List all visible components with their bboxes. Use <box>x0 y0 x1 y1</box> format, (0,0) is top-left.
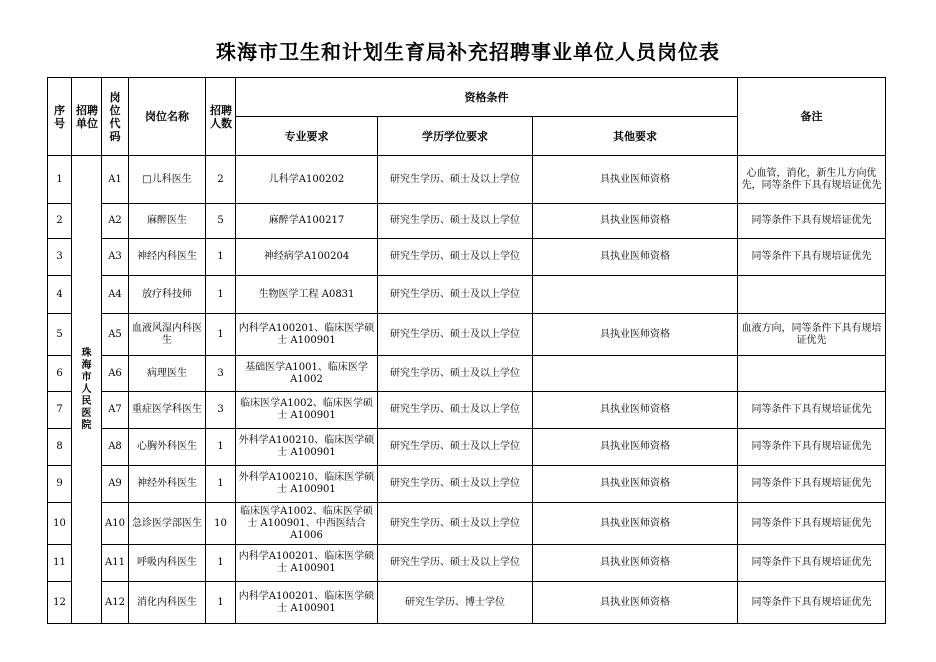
cell-major: 内科学A100201、临床医学硕士 A100901 <box>236 582 378 624</box>
cell-note: 同等条件下具有规培证优先 <box>738 204 886 239</box>
cell-seq: 2 <box>48 204 72 239</box>
cell-code: A9 <box>102 466 129 503</box>
cell-degree: 研究生学历、博士学位 <box>378 582 533 624</box>
cell-seq: 3 <box>48 239 72 276</box>
table-row <box>48 314 886 356</box>
cell-name: 消化内科医生 <box>129 582 206 624</box>
cell-name: 呼吸内科医生 <box>129 545 206 582</box>
cell-count: 1 <box>206 239 236 276</box>
cell-name: 病理医生 <box>129 356 206 392</box>
cell-degree: 研究生学历、硕士及以上学位 <box>378 545 533 582</box>
cell-code: A2 <box>102 204 129 239</box>
cell-note: 血液方向，同等条件下具有规培证优先 <box>738 314 886 356</box>
cell-code: A11 <box>102 545 129 582</box>
cell-degree: 研究生学历、硕士及以上学位 <box>378 314 533 356</box>
cell-count: 1 <box>206 429 236 466</box>
cell-note: 同等条件下具有规培证优先 <box>738 392 886 429</box>
header-qualifications: 资格条件 <box>236 78 738 117</box>
header-major: 专业要求 <box>236 117 378 156</box>
cell-count: 3 <box>206 392 236 429</box>
cell-degree: 研究生学历、硕士及以上学位 <box>378 466 533 503</box>
header-code: 岗位代码 <box>102 78 129 156</box>
header-note: 备注 <box>738 78 886 156</box>
cell-name: 麻醉医生 <box>129 204 206 239</box>
cell-count: 1 <box>206 466 236 503</box>
table-row <box>48 204 886 239</box>
cell-name: 神经外科医生 <box>129 466 206 503</box>
cell-other: 具执业医师资格 <box>533 466 738 503</box>
cell-seq: 11 <box>48 545 72 582</box>
cell-note: 同等条件下具有规培证优先 <box>738 466 886 503</box>
table-row <box>48 392 886 429</box>
cell-other: 具执业医师资格 <box>533 392 738 429</box>
cell-other <box>533 356 738 392</box>
cell-major: 外科学A100210、临床医学硕士 A100901 <box>236 466 378 503</box>
cell-degree: 研究生学历、硕士及以上学位 <box>378 356 533 392</box>
header-count: 招聘人数 <box>206 78 236 156</box>
cell-seq: 10 <box>48 503 72 545</box>
table-row <box>48 582 886 624</box>
cell-code: A12 <box>102 582 129 624</box>
cell-note: 同等条件下具有规培证优先 <box>738 582 886 624</box>
cell-count: 3 <box>206 356 236 392</box>
cell-code: A5 <box>102 314 129 356</box>
table-row <box>48 276 886 314</box>
header-other: 其他要求 <box>533 117 738 156</box>
table-row <box>48 429 886 466</box>
page-title: 珠海市卫生和计划生育局补充招聘事业单位人员岗位表 <box>216 40 720 64</box>
cell-other: 具执业医师资格 <box>533 582 738 624</box>
cell-other: 具执业医师资格 <box>533 314 738 356</box>
cell-code: A8 <box>102 429 129 466</box>
cell-degree: 研究生学历、硕士及以上学位 <box>378 239 533 276</box>
cell-seq: 8 <box>48 429 72 466</box>
positions-table <box>47 77 886 624</box>
table-row <box>48 156 886 204</box>
cell-major: 麻醉学A100217 <box>236 204 378 239</box>
cell-other: 具执业医师资格 <box>533 156 738 204</box>
cell-other: 具执业医师资格 <box>533 204 738 239</box>
header-name: 岗位名称 <box>129 78 206 156</box>
cell-name: 急诊医学部医生 <box>129 503 206 545</box>
cell-code: A4 <box>102 276 129 314</box>
cell-note: 同等条件下具有规培证优先 <box>738 545 886 582</box>
cell-note: 同等条件下具有规培证优先 <box>738 429 886 466</box>
cell-other: 具执业医师资格 <box>533 503 738 545</box>
cell-code: A7 <box>102 392 129 429</box>
cell-code: A6 <box>102 356 129 392</box>
cell-note: 同等条件下具有规培证优先 <box>738 503 886 545</box>
cell-degree: 研究生学历、硕士及以上学位 <box>378 156 533 204</box>
cell-name: 心胸外科医生 <box>129 429 206 466</box>
cell-note <box>738 356 886 392</box>
cell-seq: 9 <box>48 466 72 503</box>
cell-other: 具执业医师资格 <box>533 429 738 466</box>
cell-seq: 6 <box>48 356 72 392</box>
header-unit: 招聘单位 <box>72 78 102 156</box>
cell-count: 2 <box>206 156 236 204</box>
table-row <box>48 239 886 276</box>
cell-code: A3 <box>102 239 129 276</box>
cell-name: 神经内科医生 <box>129 239 206 276</box>
cell-count: 1 <box>206 545 236 582</box>
cell-note <box>738 276 886 314</box>
cell-seq: 7 <box>48 392 72 429</box>
cell-major: 基础医学A1001、临床医学A1002 <box>236 356 378 392</box>
cell-degree: 研究生学历、硕士及以上学位 <box>378 392 533 429</box>
cell-name: 重症医学科医生 <box>129 392 206 429</box>
cell-name: □儿科医生 <box>129 156 206 204</box>
cell-degree: 研究生学历、硕士及以上学位 <box>378 429 533 466</box>
cell-major: 内科学A100201、临床医学硕士 A100901 <box>236 545 378 582</box>
cell-count: 1 <box>206 582 236 624</box>
cell-count: 1 <box>206 314 236 356</box>
table-row <box>48 356 886 392</box>
cell-seq: 12 <box>48 582 72 624</box>
cell-other: 具执业医师资格 <box>533 239 738 276</box>
cell-note: 同等条件下具有规培证优先 <box>738 239 886 276</box>
cell-major: 内科学A100201、临床医学硕士 A100901 <box>236 314 378 356</box>
table-row <box>48 466 886 503</box>
cell-major: 神经病学A100204 <box>236 239 378 276</box>
unit-name: 珠海市人民医院 <box>81 347 92 431</box>
table-row <box>48 503 886 545</box>
cell-name: 血液风湿内科医生 <box>129 314 206 356</box>
cell-count: 5 <box>206 204 236 239</box>
cell-degree: 研究生学历、硕士及以上学位 <box>378 276 533 314</box>
header-degree: 学历学位要求 <box>378 117 533 156</box>
cell-major: 外科学A100210、临床医学硕士 A100901 <box>236 429 378 466</box>
cell-code: A1 <box>102 156 129 204</box>
cell-major: 生物医学工程 A0831 <box>236 276 378 314</box>
header-seq: 序号 <box>48 78 72 156</box>
cell-code: A10 <box>102 503 129 545</box>
cell-seq: 1 <box>48 156 72 204</box>
cell-count: 1 <box>206 276 236 314</box>
cell-seq: 5 <box>48 314 72 356</box>
cell-name: 放疗科技师 <box>129 276 206 314</box>
table-row <box>48 545 886 582</box>
cell-major: 临床医学A1002、临床医学硕士 A100901 <box>236 392 378 429</box>
cell-unit <box>72 156 102 624</box>
cell-major: 临床医学A1002、临床医学硕士 A100901、中西医结合A1006 <box>236 503 378 545</box>
cell-degree: 研究生学历、硕士及以上学位 <box>378 503 533 545</box>
cell-other: 具执业医师资格 <box>533 545 738 582</box>
cell-major: 儿科学A100202 <box>236 156 378 204</box>
cell-seq: 4 <box>48 276 72 314</box>
cell-other <box>533 276 738 314</box>
cell-count: 10 <box>206 503 236 545</box>
cell-note: 心血管，消化，新生儿方向优先，同等条件下具有规培证优先 <box>738 156 886 204</box>
cell-degree: 研究生学历、硕士及以上学位 <box>378 204 533 239</box>
